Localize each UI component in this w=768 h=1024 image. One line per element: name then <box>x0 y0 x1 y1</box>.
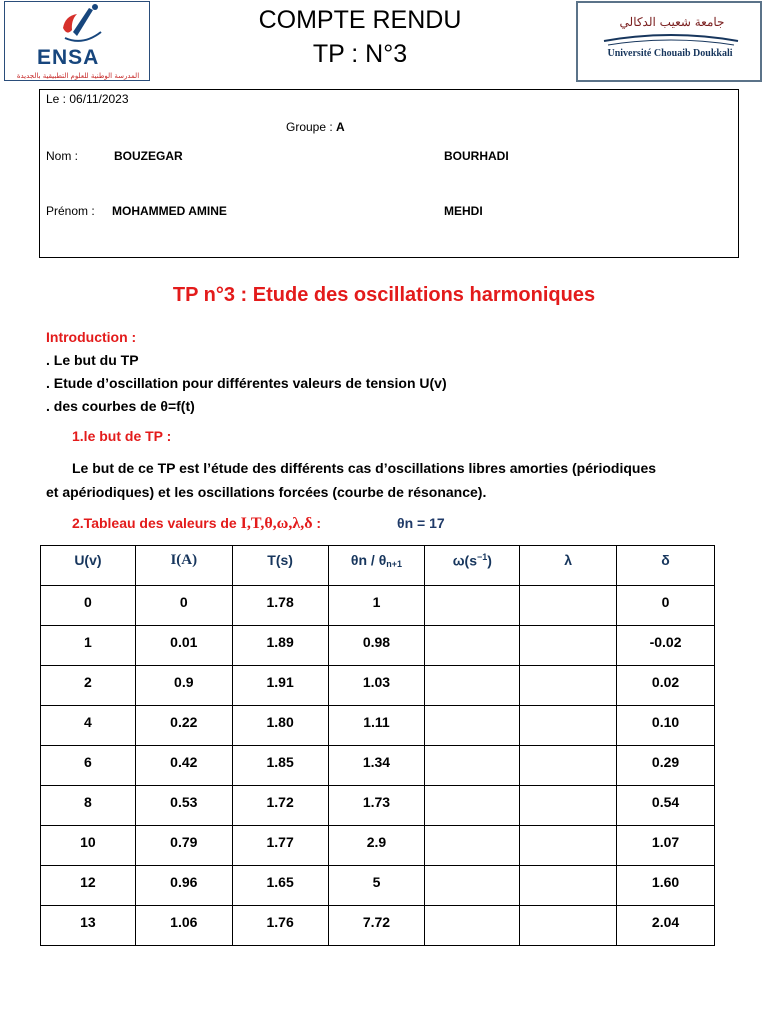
cell-i: 0.22 <box>135 706 232 746</box>
title-line-1: COMPTE RENDU <box>258 6 462 34</box>
section-2-symbols: I,T,θ,ω,λ,δ <box>240 515 313 532</box>
cell-omega <box>425 906 520 946</box>
cell-delta: 0.54 <box>617 786 715 826</box>
table-row <box>41 746 715 786</box>
header-delta: δ <box>617 546 715 586</box>
cell-lambda <box>520 866 617 906</box>
cell-u: 12 <box>41 866 136 906</box>
cell-lambda <box>520 786 617 826</box>
cell-delta: -0.02 <box>617 626 715 666</box>
cell-i: 0.96 <box>135 866 232 906</box>
section-2-heading-prefix: 2.Tableau des valeurs de <box>72 515 241 531</box>
groupe-label: Groupe : <box>286 120 333 134</box>
section-2-heading <box>72 515 321 533</box>
header-lambda: λ <box>520 546 617 586</box>
document-title <box>190 3 530 71</box>
cell-t: 1.85 <box>232 746 328 786</box>
introduction-heading: Introduction : <box>46 329 137 345</box>
paragraph-line-2: et apériodiques) et les oscillations forcées (courbe de résonance). <box>46 484 487 500</box>
cell-i: 0.79 <box>135 826 232 866</box>
ensa-emblem-icon <box>5 2 151 52</box>
intro-item-2: . Etude d’oscillation pour différentes valeurs de tension U(v) <box>46 375 447 391</box>
theta-n-value: θn = 17 <box>397 515 445 531</box>
header-omega <box>425 546 520 586</box>
cell-omega <box>425 746 520 786</box>
header-theta-ratio <box>328 546 425 586</box>
cell-u: 13 <box>41 906 136 946</box>
title-line-2: TP : N°3 <box>312 40 408 68</box>
cell-theta-ratio: 1.11 <box>328 706 425 746</box>
groupe-field <box>286 120 345 134</box>
section-2-heading-suffix: : <box>312 515 322 531</box>
section-1-paragraph <box>46 456 746 504</box>
cell-omega <box>425 826 520 866</box>
cell-omega <box>425 866 520 906</box>
paragraph-line-1: Le but de ce TP est l’étude des différents cas d’oscillations libres amorties (périodiques <box>72 460 657 476</box>
cell-theta-ratio: 1 <box>328 586 425 626</box>
cell-lambda <box>520 706 617 746</box>
cell-delta: 0.02 <box>617 666 715 706</box>
header-omega-close: ) <box>487 552 492 569</box>
cell-u: 10 <box>41 826 136 866</box>
intro-item-1: . Le but du TP <box>46 352 139 368</box>
cell-omega <box>425 626 520 666</box>
ensa-logo <box>4 1 150 81</box>
cell-theta-ratio: 1.73 <box>328 786 425 826</box>
cell-lambda <box>520 626 617 666</box>
cell-omega <box>425 666 520 706</box>
cell-i: 0 <box>135 586 232 626</box>
cell-omega <box>425 786 520 826</box>
nom-2: BOURHADI <box>444 149 509 163</box>
header-theta-ratio-sub: n+1 <box>386 559 403 569</box>
header-u: U(v) <box>41 546 136 586</box>
header-t: T(s) <box>232 546 328 586</box>
university-latin-name: Université Chouaib Doukkali <box>607 48 733 59</box>
cell-u: 8 <box>41 786 136 826</box>
values-table <box>40 545 715 946</box>
table-row <box>41 906 715 946</box>
cell-u: 1 <box>41 626 136 666</box>
table-row <box>41 586 715 626</box>
groupe-value: A <box>336 120 345 134</box>
cell-omega <box>425 586 520 626</box>
cell-u: 2 <box>41 666 136 706</box>
header-theta-ratio-text: θn / θ <box>350 552 387 568</box>
cell-theta-ratio: 0.98 <box>328 626 425 666</box>
cell-t: 1.89 <box>232 626 328 666</box>
university-arabic-name: جامعة شعيب الدكالي <box>619 15 725 29</box>
cell-theta-ratio: 1.34 <box>328 746 425 786</box>
cell-lambda <box>520 666 617 706</box>
cell-i: 0.42 <box>135 746 232 786</box>
cell-i: 1.06 <box>135 906 232 946</box>
cell-lambda <box>520 746 617 786</box>
cell-delta: 0 <box>617 586 715 626</box>
cell-t: 1.91 <box>232 666 328 706</box>
cell-theta-ratio: 7.72 <box>328 906 425 946</box>
cell-u: 0 <box>41 586 136 626</box>
nom-label: Nom : <box>46 149 79 163</box>
cell-delta: 1.07 <box>617 826 715 866</box>
table-row <box>41 826 715 866</box>
cell-theta-ratio: 5 <box>328 866 425 906</box>
table-row <box>41 626 715 666</box>
cell-theta-ratio: 1.03 <box>328 666 425 706</box>
cell-lambda <box>520 826 617 866</box>
cell-lambda <box>520 586 617 626</box>
date-text: Le : 06/11/2023 <box>46 92 129 106</box>
cell-t: 1.80 <box>232 706 328 746</box>
header-omega-sup: −1 <box>477 552 488 562</box>
cell-i: 0.01 <box>135 626 232 666</box>
cell-t: 1.78 <box>232 586 328 626</box>
table-header-row <box>41 546 715 586</box>
cell-t: 1.77 <box>232 826 328 866</box>
table-row <box>41 666 715 706</box>
cell-delta: 2.04 <box>617 906 715 946</box>
cell-delta: 0.29 <box>617 746 715 786</box>
cell-theta-ratio: 2.9 <box>328 826 425 866</box>
header-omega-text: ω(s <box>452 552 477 569</box>
cell-u: 6 <box>41 746 136 786</box>
ensa-arabic-name: المدرسة الوطنية للعلوم التطبيقية بالجديدة <box>16 72 140 80</box>
prenom-1: MOHAMMED AMINE <box>112 204 227 218</box>
table-row <box>41 866 715 906</box>
cell-delta: 0.10 <box>617 706 715 746</box>
table-row <box>41 786 715 826</box>
cell-i: 0.53 <box>135 786 232 826</box>
student-info-box <box>39 89 739 258</box>
cell-t: 1.76 <box>232 906 328 946</box>
ensa-name: ENSA <box>37 46 100 69</box>
intro-item-3: . des courbes de θ=f(t) <box>46 398 195 414</box>
cell-delta: 1.60 <box>617 866 715 906</box>
nom-1: BOUZEGAR <box>114 149 183 163</box>
university-logo <box>576 1 762 82</box>
cell-u: 4 <box>41 706 136 746</box>
prenom-2: MEHDI <box>444 204 483 218</box>
cell-omega <box>425 706 520 746</box>
cell-i: 0.9 <box>135 666 232 706</box>
cell-lambda <box>520 906 617 946</box>
cell-t: 1.72 <box>232 786 328 826</box>
table-row <box>41 706 715 746</box>
section-1-heading: 1.le but de TP : <box>72 428 172 444</box>
prenom-label: Prénom : <box>46 204 95 218</box>
main-title: TP n°3 : Etude des oscillations harmoniques <box>172 284 596 306</box>
header-i: I(A) <box>135 546 232 586</box>
cell-t: 1.65 <box>232 866 328 906</box>
